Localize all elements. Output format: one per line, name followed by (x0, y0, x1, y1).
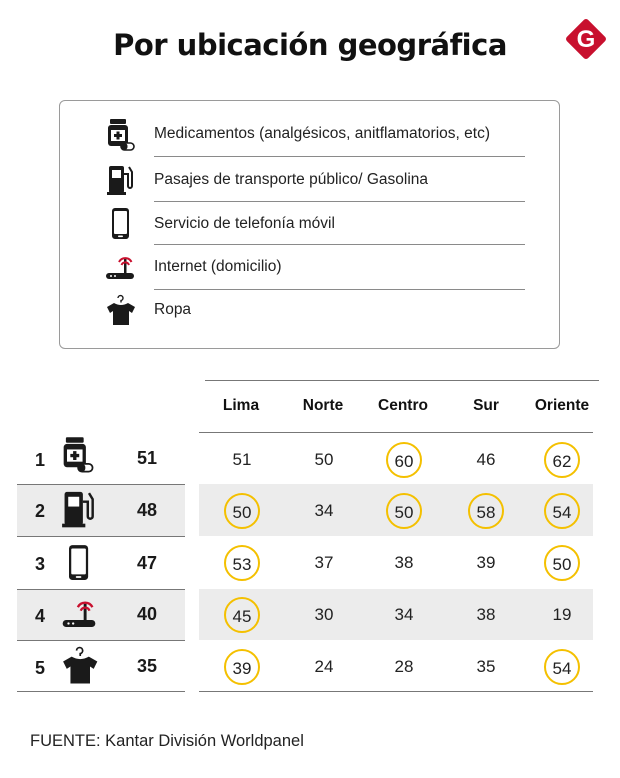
divider (154, 201, 525, 202)
divider (17, 484, 185, 485)
divider (17, 536, 185, 537)
divider (199, 432, 593, 433)
value-cell: 30 (314, 605, 334, 624)
legend-label: Pasajes de transporte público/ Gasolina (154, 171, 428, 188)
value-cell: 50 (314, 450, 334, 469)
total-value: 48 (136, 500, 158, 520)
source-note: FUENTE: Kantar División Worldpanel (30, 732, 304, 750)
page-title: Por ubicación geográfica (113, 28, 507, 62)
value-cell: 38 (476, 605, 496, 624)
highlighted-value-cell: 62 (544, 442, 580, 478)
divider (154, 156, 525, 157)
divider (154, 289, 525, 290)
brand-logo (561, 14, 611, 64)
column-header: Centro (378, 397, 428, 414)
medicine-bottle-icon (104, 117, 136, 153)
rank-label: 2 (34, 501, 45, 521)
legend-label: Medicamentos (analgésicos, anitflamatorios, etc) (154, 125, 490, 142)
column-header: Lima (222, 397, 260, 414)
value-cell: 19 (552, 605, 572, 624)
legend-label: Ropa (154, 301, 192, 318)
router-icon (58, 592, 100, 634)
total-value: 47 (136, 553, 158, 573)
highlighted-value-cell: 54 (544, 649, 580, 685)
highlighted-value-cell: 54 (544, 493, 580, 529)
divider (154, 244, 525, 245)
total-value: 51 (136, 448, 158, 468)
value-cell: 24 (314, 657, 334, 676)
highlighted-value-cell: 50 (544, 545, 580, 581)
tshirt-icon (58, 642, 100, 686)
value-cell: 34 (394, 605, 414, 624)
router-icon (104, 249, 136, 285)
highlighted-value-cell: 53 (224, 545, 260, 581)
total-value: 35 (136, 656, 158, 676)
highlighted-value-cell: 45 (224, 597, 260, 633)
gas-pump-icon (58, 487, 98, 531)
highlighted-value-cell: 50 (224, 493, 260, 529)
divider (17, 640, 185, 641)
value-cell: 46 (476, 450, 496, 469)
rank-label: 3 (34, 554, 45, 574)
divider (205, 380, 599, 381)
medicine-bottle-icon (56, 435, 98, 475)
divider (199, 691, 593, 692)
highlighted-value-cell: 58 (468, 493, 504, 529)
legend-label: Internet (domicilio) (154, 258, 282, 275)
gas-pump-icon (104, 162, 136, 198)
highlighted-value-cell: 60 (386, 442, 422, 478)
column-header: Norte (302, 397, 344, 414)
value-cell: 28 (394, 657, 414, 676)
mobile-phone-icon (104, 205, 136, 241)
value-cell: 35 (476, 657, 496, 676)
value-cell: 38 (394, 553, 414, 572)
divider (17, 691, 185, 692)
legend-box (59, 100, 560, 349)
total-value: 40 (136, 604, 158, 624)
column-header: Sur (473, 397, 499, 414)
rank-label: 1 (34, 450, 45, 470)
divider (17, 589, 185, 590)
value-cell: 34 (314, 501, 334, 520)
highlighted-value-cell: 50 (386, 493, 422, 529)
column-header: Oriente (534, 397, 590, 414)
highlighted-value-cell: 39 (224, 649, 260, 685)
value-cell: 39 (476, 553, 496, 572)
logo-letter: G (576, 26, 596, 53)
mobile-phone-icon (60, 540, 96, 584)
rank-label: 4 (34, 606, 45, 626)
value-cell: 51 (232, 450, 252, 469)
legend-label: Servicio de telefonía móvil (154, 215, 335, 232)
tshirt-icon (104, 291, 136, 327)
value-cell: 37 (314, 553, 334, 572)
rank-label: 5 (34, 658, 45, 678)
